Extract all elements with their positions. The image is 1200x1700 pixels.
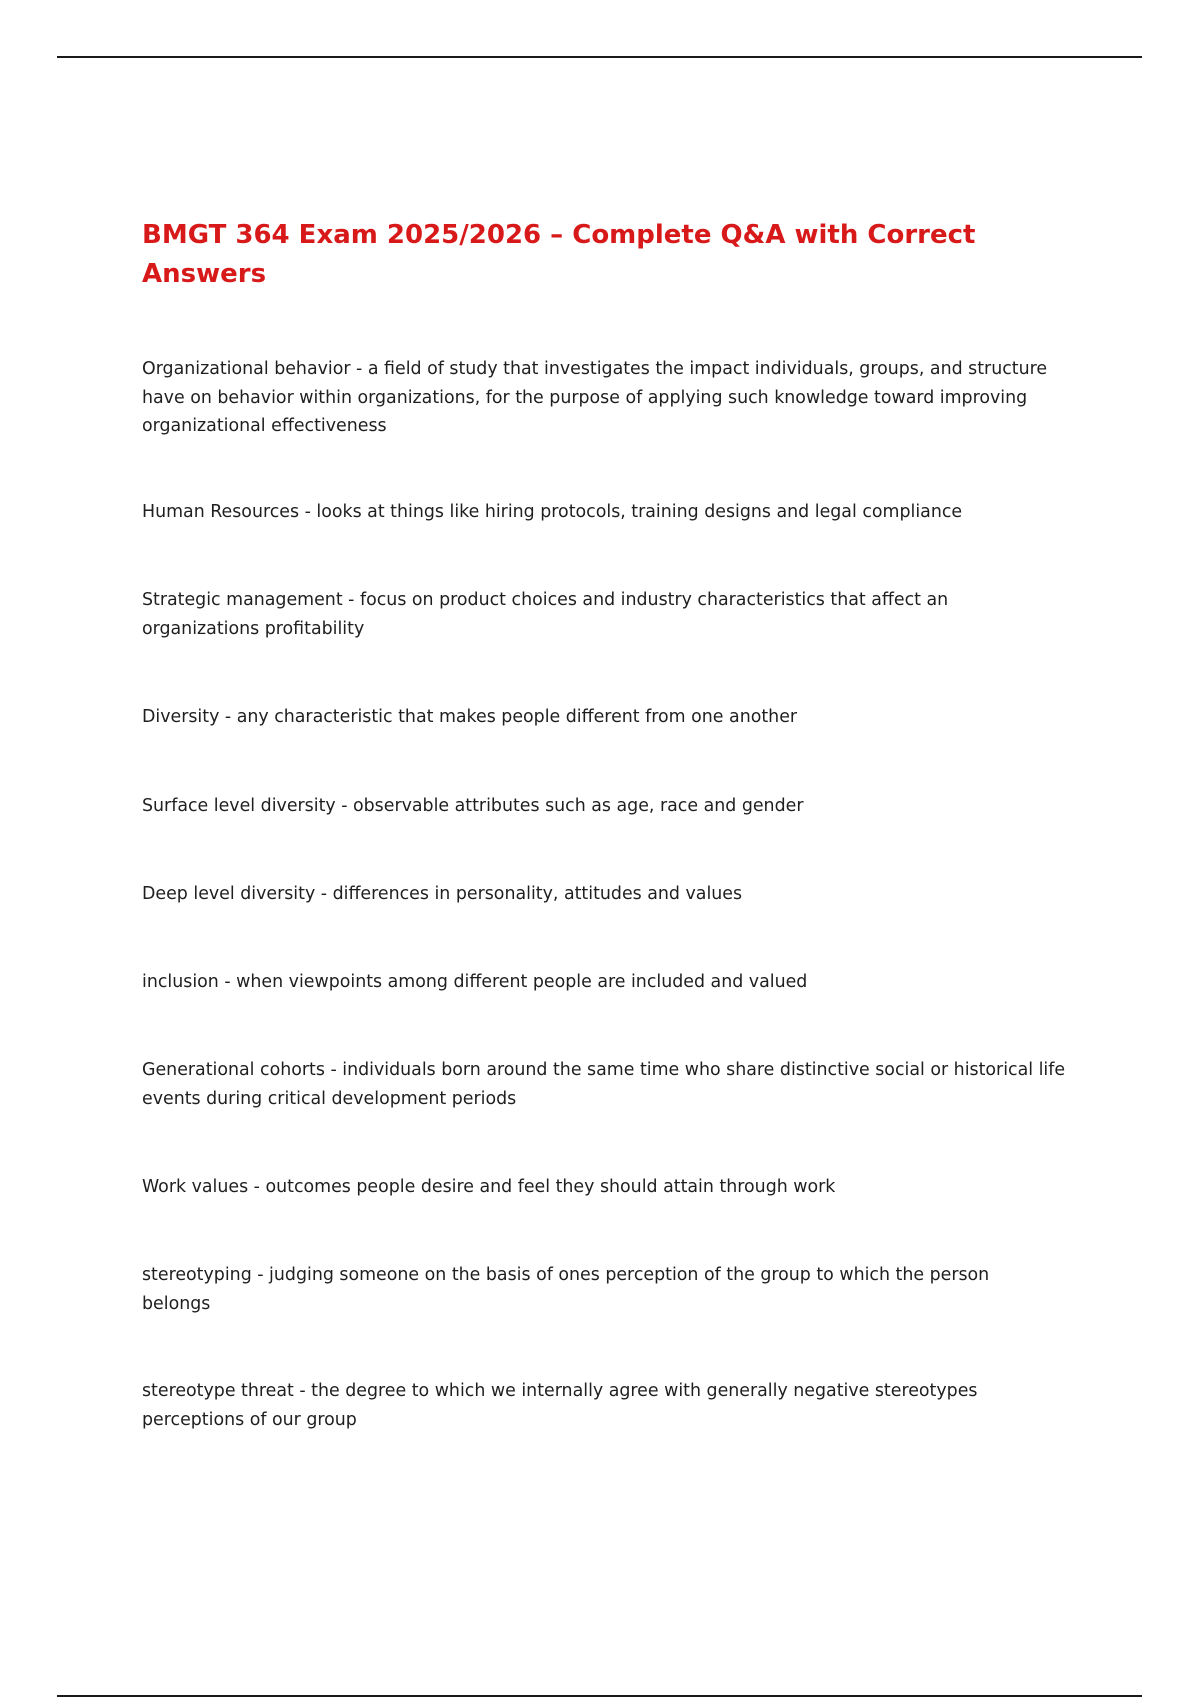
definition-entry: Diversity - any characteristic that makes people different from one another: [142, 707, 798, 727]
definition-entry: stereotype threat - the degree to which we internally agree with generally negative stereotypes perceptions of our group: [142, 1381, 978, 1430]
definition-entry: Organizational behavior - a field of study that investigates the impact individuals, groups, and structure have on behavior within organizations, for the purpose of applying such knowledge toward improving organizational effectiveness: [142, 359, 1048, 436]
document-title: BMGT 364 Exam 2025/2026 – Complete Q&A with Correct Answers: [142, 220, 976, 289]
footer-rule: [57, 1695, 1142, 1697]
definition-entry: inclusion - when viewpoints among different people are included and valued: [142, 972, 808, 992]
header-rule: [57, 56, 1142, 58]
definition-entry: Generational cohorts - individuals born around the same time who share distinctive social or historical life events during critical development periods: [142, 1060, 1066, 1109]
definition-entry: Strategic management - focus on product choices and industry characteristics that affect an organizations profitability: [142, 590, 949, 639]
definition-entry: Deep level diversity - differences in personality, attitudes and values: [142, 884, 743, 904]
definition-entry: stereotyping - judging someone on the basis of ones perception of the group to which the person belongs: [142, 1265, 990, 1314]
definition-entry: Human Resources - looks at things like hiring protocols, training designs and legal compliance: [142, 502, 963, 522]
definition-entry: Work values - outcomes people desire and feel they should attain through work: [142, 1177, 836, 1197]
definition-entry: Surface level diversity - observable attributes such as age, race and gender: [142, 796, 804, 816]
